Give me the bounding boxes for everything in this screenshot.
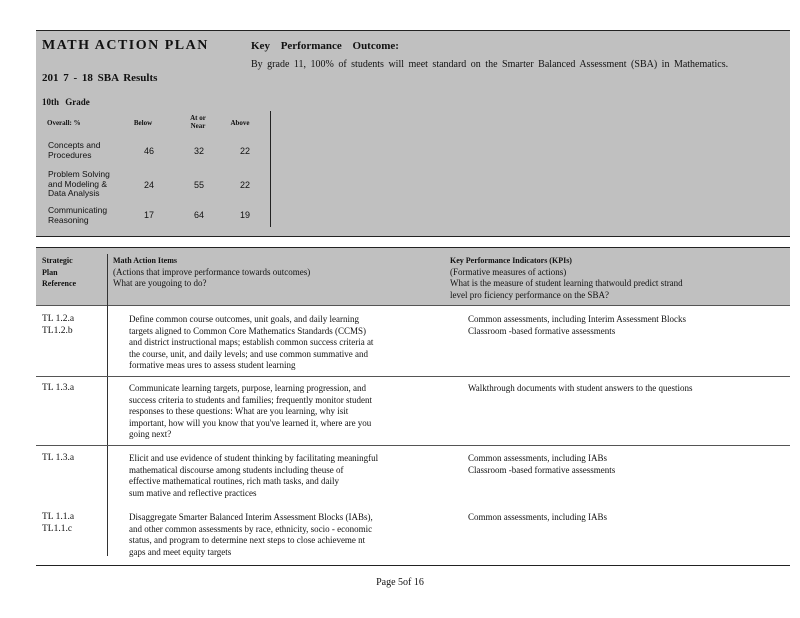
header-line: Math Action Items — [113, 256, 177, 265]
kpi-text: Classroom -based formative assessments — [468, 325, 616, 336]
column-divider — [107, 254, 108, 556]
sba-results-table — [42, 111, 271, 227]
action-item-line: and district instructional maps; establish common success criteria at — [129, 337, 374, 347]
row-label-concepts: Concepts and Procedures — [48, 140, 101, 160]
sba-results-title: 201 7 - 18 SBA Results — [42, 72, 158, 84]
action-item-line: Disaggregate Smarter Balanced Interim Assessment Blocks (IABs), — [129, 512, 373, 522]
action-item-line: and other common assessments by race, ethnicity, socio - economic — [129, 523, 373, 534]
action-item — [112, 453, 432, 499]
kpi-list — [450, 453, 780, 476]
kpi-item — [450, 512, 780, 524]
col-header-action-items — [113, 255, 310, 290]
reference-code: TL 1.1.a — [42, 512, 75, 522]
kpi-list — [450, 314, 780, 337]
kpi-text: Common assessments, including IABs — [468, 453, 607, 463]
action-item-line: Define common course outcomes, unit goals, and daily learning — [129, 314, 359, 324]
header-line: (Formative measures of actions) — [450, 266, 567, 277]
value-problem-near: 55 — [193, 180, 204, 190]
kpi-text: Classroom -based formative assessments — [468, 464, 616, 475]
header-line: Plan — [42, 267, 58, 277]
action-item — [112, 383, 432, 441]
row-label-communicating: Communicating Reasoning — [48, 205, 108, 225]
value-communicating-near: 64 — [193, 210, 204, 220]
header-line: Key Performance Indicators (KPIs) — [450, 256, 572, 265]
value-communicating-above: 19 — [239, 210, 250, 220]
col-header-near: At or Near — [190, 114, 206, 130]
reference-code: TL1.2.b — [42, 325, 73, 336]
table-header-row — [36, 248, 790, 306]
header-line: What is the measure of student learning thatwould predict strand — [450, 278, 683, 288]
header-line: What are yougoing to do? — [113, 278, 207, 288]
key-performance-outcome-label: Key Performance Outcome: — [251, 40, 399, 52]
action-item-line: formative meas ures to assess student learning — [129, 360, 296, 370]
action-item-line: effective mathematical routines, rich math tasks, and daily — [129, 476, 340, 486]
grade-label: 10th Grade — [42, 97, 90, 107]
header-line: Strategic — [42, 256, 73, 265]
reference-code: TL 1.3.a — [42, 453, 75, 463]
col-header-below: Below — [133, 119, 153, 127]
col-header-above: Above — [230, 119, 250, 127]
kpi-item — [450, 326, 780, 338]
action-item-line: targets aligned to Common Core Mathematics Standards (CCMS) — [129, 325, 367, 336]
action-item-line: Elicit and use evidence of student thinking by facilitating meaningful — [129, 453, 379, 463]
row-reference — [42, 383, 74, 395]
action-plan-table — [36, 247, 790, 566]
action-item-line: Communicate learning targets, purpose, learning progression, and — [129, 383, 367, 393]
kpi-item — [450, 465, 780, 477]
header-band — [36, 30, 790, 237]
header-line: Reference — [42, 279, 77, 288]
key-performance-outcome-text: By grade 11, 100% of students will meet standard on the Smarter Balanced Assessment (SBA) in Mathematics. — [251, 59, 729, 70]
row-reference — [42, 453, 74, 465]
kpi-item — [450, 453, 780, 465]
action-item-line: sum mative and reflective practices — [129, 487, 257, 498]
action-item-line: mathematical discourse among students including theuse of — [129, 464, 344, 475]
action-item-line: going next? — [129, 429, 172, 439]
row-divider — [36, 376, 790, 377]
row-divider — [36, 445, 790, 446]
row-label-problem-solving: Problem Solving and Modeling & Data Analysis — [48, 169, 110, 198]
value-problem-below: 24 — [143, 180, 154, 190]
action-item-line: gaps and meet equity targets — [129, 546, 232, 557]
action-item-line: the course, unit, and daily levels; and use common summative and — [129, 348, 368, 359]
kpi-text: Common assessments, including Interim Assessment Blocks — [468, 314, 686, 324]
action-item — [112, 512, 432, 558]
value-concepts-above: 22 — [239, 146, 250, 156]
reference-code: TL 1.2.a — [42, 314, 75, 324]
kpi-item — [450, 383, 780, 395]
value-communicating-below: 17 — [143, 210, 154, 220]
col-header-kpis — [450, 255, 683, 301]
action-item — [112, 314, 432, 372]
value-concepts-below: 46 — [143, 146, 154, 156]
reference-code: TL1.1.c — [42, 523, 73, 534]
col-header-reference — [42, 255, 76, 290]
header-line: level pro ficiency performance on the SBA? — [450, 289, 609, 300]
page-number: Page 5of 16 — [376, 577, 424, 588]
action-item-line: success criteria to students and families; frequently monitor student — [129, 394, 372, 405]
row-reference — [42, 314, 74, 337]
reference-code: TL 1.3.a — [42, 383, 75, 393]
action-item-line: important, how will you know that you've learned it, where are you — [129, 417, 372, 428]
action-item-line: responses to these questions: What are you learning, why isit — [129, 406, 349, 416]
kpi-list — [450, 383, 780, 395]
value-concepts-near: 32 — [193, 146, 204, 156]
page-title: MATH ACTION PLAN — [42, 38, 209, 53]
header-line: (Actions that improve performance towards outcomes) — [113, 266, 311, 277]
value-problem-above: 22 — [239, 180, 250, 190]
kpi-text: Common assessments, including IABs — [468, 512, 607, 522]
kpi-item — [450, 314, 780, 326]
row-reference — [42, 512, 74, 535]
kpi-text: Walkthrough documents with student answers to the questions — [468, 383, 693, 393]
col-header-overall: Overall: % — [47, 119, 81, 127]
kpi-list — [450, 512, 780, 524]
action-item-line: status, and program to determine next steps to close achieveme nt — [129, 535, 366, 545]
